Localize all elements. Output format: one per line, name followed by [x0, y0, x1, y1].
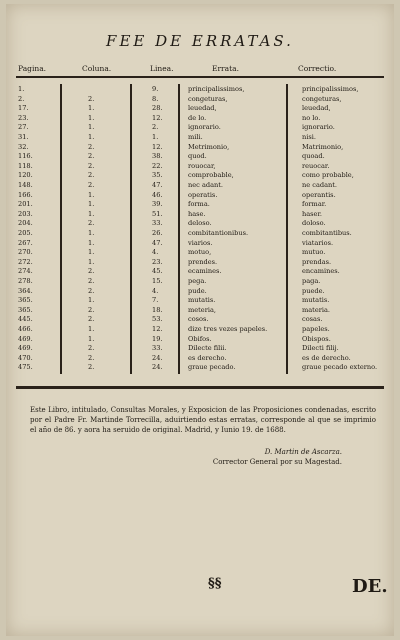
header-paginas: Pagina.	[18, 64, 47, 73]
table-row	[6, 161, 394, 171]
cell-linea: 18.	[152, 305, 163, 314]
cell-correccion: combitantibus.	[302, 229, 352, 237]
cell-correccion: papeles.	[302, 325, 330, 333]
cell-correccion: nisi.	[302, 133, 316, 141]
cell-linea: 4.	[152, 248, 159, 257]
errata-table	[6, 84, 394, 374]
cell-linea: 24.	[152, 353, 163, 362]
table-row	[6, 257, 394, 267]
cell-linea: 2.	[152, 123, 159, 132]
cell-linea: 39.	[152, 200, 163, 209]
cell-pagina: 32.	[18, 142, 29, 151]
cell-coluna: 2.	[88, 171, 95, 180]
cell-coluna: 1.	[88, 200, 95, 209]
cell-errata: quod.	[188, 152, 207, 161]
table-row	[6, 113, 394, 123]
cell-pagina: 23.	[18, 113, 29, 122]
header-correccion: Correctio.	[298, 64, 337, 73]
cell-correccion: graue pecado externo.	[302, 363, 378, 372]
cell-errata: pega.	[188, 277, 207, 285]
table-row	[6, 247, 394, 257]
table-row	[6, 334, 394, 344]
cell-coluna: 2.	[88, 353, 95, 362]
cell-linea: 26.	[152, 229, 163, 237]
cell-coluna: 1.	[88, 113, 95, 122]
table-row	[6, 324, 394, 334]
cell-coluna: 1.	[88, 257, 95, 266]
cell-coluna: 1.	[88, 334, 95, 343]
table-row	[6, 199, 394, 209]
cell-pagina: 116.	[18, 152, 33, 161]
cell-coluna: 1.	[88, 325, 95, 333]
cell-pagina: 118.	[18, 161, 33, 170]
cell-coluna: 2.	[88, 94, 95, 103]
cell-errata: nec adant.	[188, 181, 224, 189]
cell-pagina: 1.	[18, 85, 25, 93]
cell-correccion: prendas.	[302, 257, 332, 266]
cell-linea: 38.	[152, 152, 163, 161]
cell-pagina: 365.	[18, 305, 33, 314]
cell-pagina: 466.	[18, 325, 33, 333]
cell-coluna: 1.	[88, 209, 95, 218]
table-row	[6, 343, 394, 353]
cell-linea: 46.	[152, 190, 163, 199]
cell-coluna: 2.	[88, 161, 95, 170]
cell-errata: leuedad,	[188, 104, 217, 113]
cell-coluna: 1.	[88, 123, 95, 132]
table-row	[6, 170, 394, 180]
header-coluna: Coluna.	[82, 64, 112, 73]
cell-errata: hase.	[188, 209, 206, 218]
cell-errata: meteria,	[188, 305, 216, 314]
cell-correccion: cosas.	[302, 315, 323, 324]
page-title: FEE DE ERRATAS.	[106, 32, 294, 50]
cell-pagina: 445.	[18, 315, 33, 324]
cell-pagina: 31.	[18, 133, 29, 141]
table-row	[6, 132, 394, 142]
cell-coluna: 2.	[88, 286, 95, 295]
cell-linea: 35.	[152, 171, 163, 180]
cell-coluna: 2.	[88, 315, 95, 324]
cell-linea: 53.	[152, 315, 163, 324]
cell-linea: 28.	[152, 104, 163, 113]
cell-correccion: quoad.	[302, 152, 325, 161]
table-row	[6, 362, 394, 372]
cell-coluna: 2.	[88, 305, 95, 314]
cell-errata: forma.	[188, 200, 210, 209]
table-row	[6, 314, 394, 324]
cell-pagina: 17.	[18, 104, 29, 113]
cell-pagina: 201.	[18, 200, 33, 209]
cell-pagina: 272.	[18, 257, 33, 266]
cell-pagina: 475.	[18, 363, 33, 372]
cell-errata: mili.	[188, 133, 203, 141]
cell-coluna: 1.	[88, 133, 95, 141]
cell-pagina: 470.	[18, 353, 33, 362]
cell-pagina: 469.	[18, 334, 33, 343]
signature-title: Corrector General por su Magestad.	[212, 458, 342, 466]
cell-linea: 22.	[152, 161, 163, 170]
table-row	[6, 103, 394, 113]
table-row	[6, 353, 394, 363]
cell-pagina: 270.	[18, 248, 33, 257]
document-page	[6, 4, 394, 636]
cell-correccion: haser.	[302, 209, 322, 218]
cell-correccion: paga.	[302, 277, 321, 285]
cell-linea: 9.	[152, 85, 159, 93]
signature-name: D. Martin de Ascarza.	[264, 448, 342, 456]
cell-correccion: Obispos.	[302, 334, 331, 343]
table-row	[6, 180, 394, 190]
cell-pagina: 27.	[18, 123, 29, 132]
cell-coluna: 1.	[88, 229, 95, 237]
cell-linea: 7.	[152, 296, 159, 305]
cell-correccion: operantis.	[302, 190, 336, 199]
table-row	[6, 84, 394, 94]
bottom-rule	[16, 386, 384, 389]
table-row	[6, 238, 394, 248]
table-row	[6, 122, 394, 132]
cell-errata: prendes.	[188, 257, 218, 266]
cell-coluna: 2.	[88, 152, 95, 161]
cell-correccion: no lo.	[302, 113, 321, 122]
cell-linea: 47.	[152, 181, 163, 189]
table-row	[6, 295, 394, 305]
cell-pagina: 469.	[18, 344, 33, 353]
cell-correccion: materia.	[302, 305, 331, 314]
cell-correccion: como probable,	[302, 171, 354, 180]
table-row	[6, 94, 394, 104]
cell-errata: cosos.	[188, 315, 209, 324]
cell-linea: 33.	[152, 344, 163, 353]
cell-errata: Metrimonio,	[188, 142, 230, 151]
cell-linea: 47.	[152, 238, 163, 247]
cell-pagina: 267.	[18, 238, 33, 247]
cell-linea: 19.	[152, 334, 163, 343]
table-row	[6, 142, 394, 152]
cell-coluna: 1.	[88, 238, 95, 247]
cell-linea: 12.	[152, 325, 163, 333]
cell-errata: congeturas,	[188, 94, 228, 103]
cell-correccion: Dilecti filij.	[302, 344, 339, 353]
cell-errata: comprobable,	[188, 171, 234, 180]
cell-correccion: reuocar.	[302, 161, 330, 170]
cell-coluna: 2.	[88, 277, 95, 285]
cell-pagina: 148.	[18, 181, 33, 189]
cell-coluna: 2.	[88, 219, 95, 228]
cell-pagina: 274.	[18, 267, 33, 276]
cell-coluna: 2.	[88, 344, 95, 353]
cell-pagina: 278.	[18, 277, 33, 285]
cell-linea: 15.	[152, 277, 163, 285]
cell-correccion: es de derecho.	[302, 353, 351, 362]
cell-linea: 8.	[152, 94, 159, 103]
cell-coluna: 2.	[88, 142, 95, 151]
cell-errata: dize tres vezes papeles.	[188, 325, 268, 333]
cell-correccion: principalissimos,	[302, 85, 359, 93]
table-row	[6, 286, 394, 296]
cell-correccion: puede.	[302, 286, 325, 295]
cell-correccion: encamines.	[302, 267, 340, 276]
table-row	[6, 218, 394, 228]
cell-correccion: ne cadant.	[302, 181, 338, 189]
table-row	[6, 266, 394, 276]
cell-coluna: 1.	[88, 104, 95, 113]
cell-errata: Obifos.	[188, 334, 212, 343]
cell-linea: 45.	[152, 267, 163, 276]
cell-coluna: 1.	[88, 296, 95, 305]
cell-linea: 51.	[152, 209, 163, 218]
cell-errata: Dilecte filii.	[188, 344, 227, 353]
cell-linea: 33.	[152, 219, 163, 228]
cell-errata: operatis.	[188, 190, 218, 199]
cell-pagina: 205.	[18, 229, 33, 237]
cell-errata: ecamines.	[188, 267, 222, 276]
cell-coluna: 1.	[88, 190, 95, 199]
cell-pagina: 365.	[18, 296, 33, 305]
cell-pagina: 2.	[18, 94, 25, 103]
cell-correccion: doloso.	[302, 219, 326, 228]
cell-errata: de lo.	[188, 113, 207, 122]
cell-errata: motuo,	[188, 248, 212, 257]
cell-pagina: 166.	[18, 190, 33, 199]
cell-linea: 4.	[152, 286, 159, 295]
cell-correccion: formar.	[302, 200, 327, 209]
cell-linea: 12.	[152, 142, 163, 151]
table-row	[6, 305, 394, 315]
header-errata: Errata.	[212, 64, 239, 73]
cell-correccion: viatarios.	[302, 238, 334, 247]
cell-correccion: mutatis.	[302, 296, 330, 305]
cell-errata: deloso.	[188, 219, 212, 228]
cell-pagina: 203.	[18, 209, 33, 218]
approval-paragraph: Este Libro, intitulado, Consultas Morales, y Exposicion de las Proposiciones condenadas, escrito por el Padre Fr. Martinde Torrecilla, aduirtiendo estas erratas, corresponde al que se imprimio el año de 86. y aora ha seruido de original. Madrid, y Iunio 19. de 1688.	[30, 406, 376, 434]
cell-errata: principalissimos,	[188, 85, 245, 93]
cell-linea: 23.	[152, 257, 163, 266]
cell-pagina: 120.	[18, 171, 33, 180]
cell-coluna: 2.	[88, 181, 95, 189]
cell-errata: ignorario.	[188, 123, 221, 132]
cell-pagina: 204.	[18, 219, 33, 228]
header-rule	[16, 76, 384, 78]
table-row	[6, 276, 394, 286]
cell-errata: pude.	[188, 286, 207, 295]
cell-errata: viarios.	[188, 238, 213, 247]
cell-correccion: mutuo.	[302, 248, 326, 257]
table-row	[6, 209, 394, 219]
table-row	[6, 228, 394, 238]
table-row	[6, 151, 394, 161]
cell-errata: es derecho.	[188, 353, 227, 362]
cell-errata: mutatis.	[188, 296, 216, 305]
cell-correccion: Matrimonio,	[302, 142, 344, 151]
signature-mark: §§	[208, 576, 222, 591]
cell-coluna: 2.	[88, 267, 95, 276]
cell-errata: combitantionibus.	[188, 229, 249, 237]
cell-linea: 24.	[152, 363, 163, 372]
cell-correccion: ignorario.	[302, 123, 335, 132]
cell-linea: 12.	[152, 113, 163, 122]
cell-coluna: 1.	[88, 248, 95, 257]
cell-errata: graue pecado.	[188, 363, 236, 372]
header-linea: Linea.	[150, 64, 174, 73]
cell-pagina: 364.	[18, 286, 33, 295]
cell-correccion: congeturas,	[302, 94, 342, 103]
catchword: DE.	[352, 576, 388, 597]
table-row	[6, 190, 394, 200]
cell-linea: 1.	[152, 133, 159, 141]
cell-coluna: 2.	[88, 363, 95, 372]
cell-errata: rouocar,	[188, 161, 216, 170]
cell-correccion: leuedad,	[302, 104, 331, 113]
